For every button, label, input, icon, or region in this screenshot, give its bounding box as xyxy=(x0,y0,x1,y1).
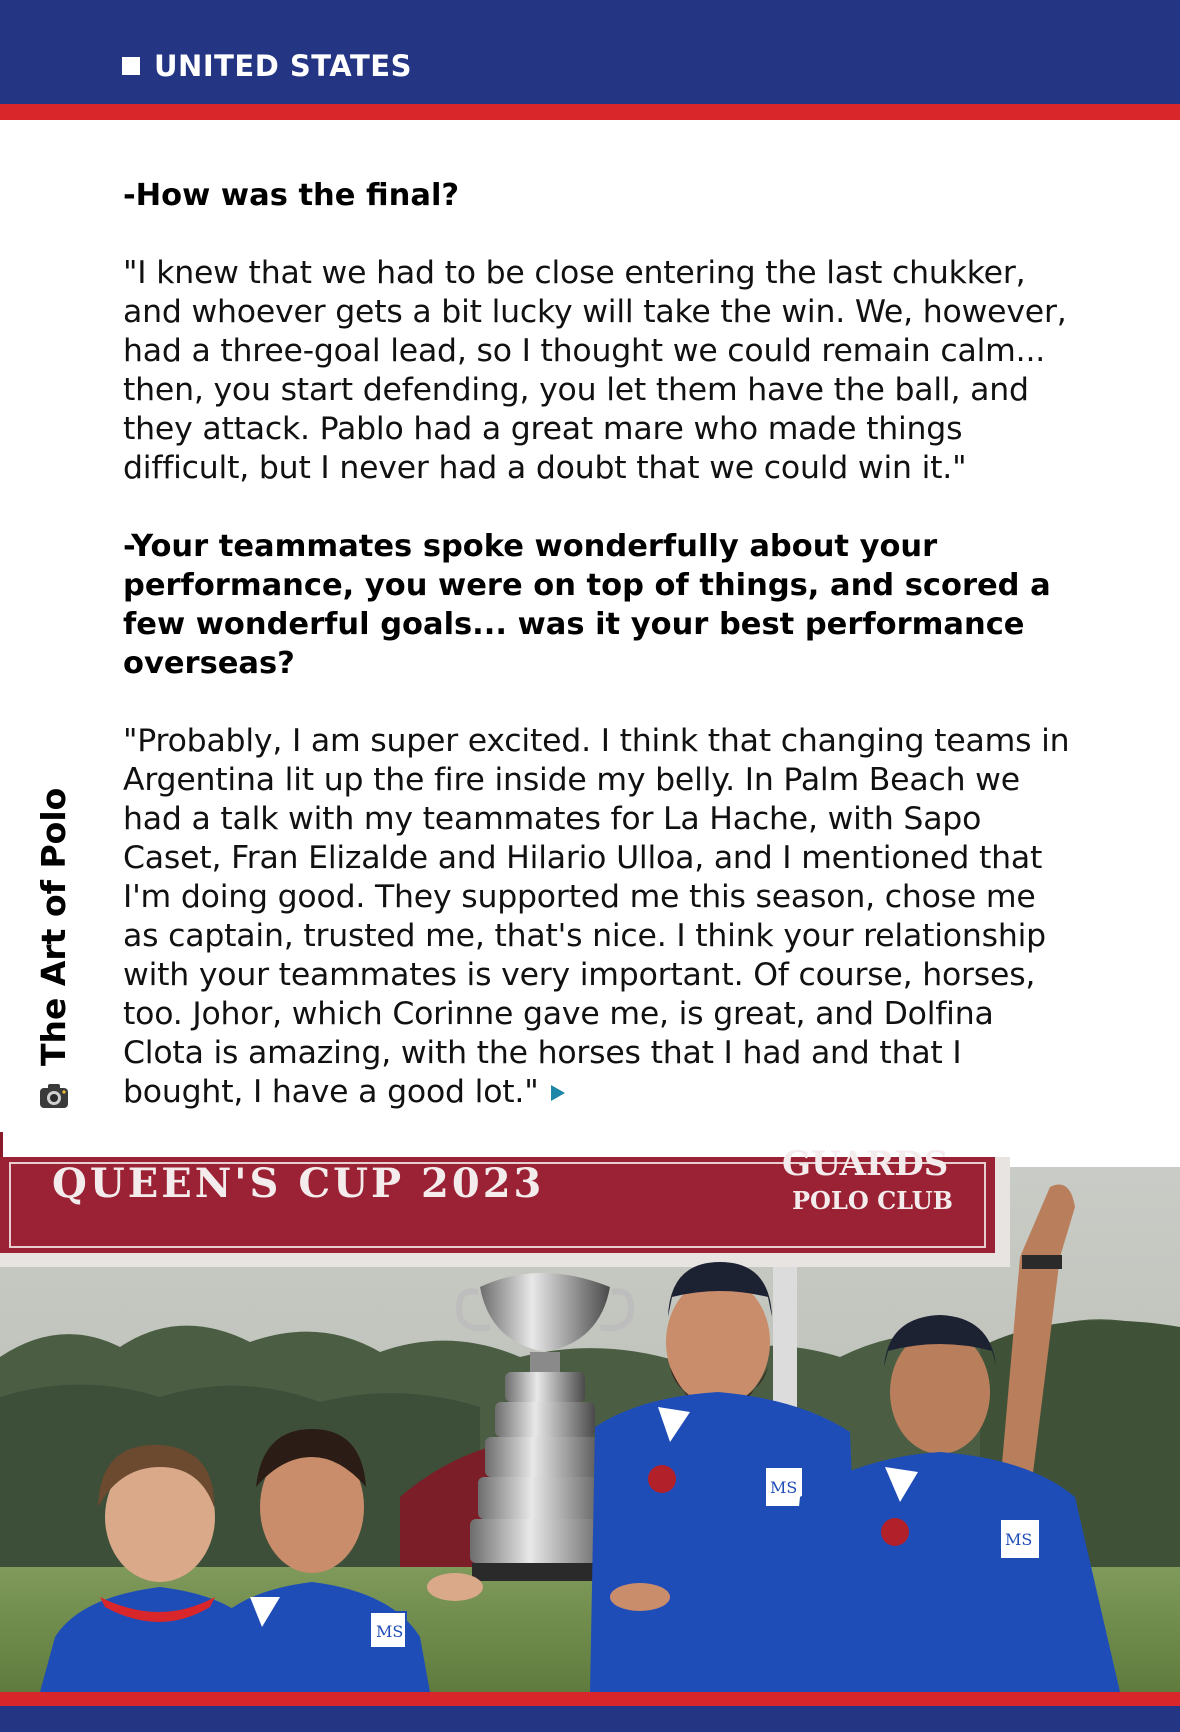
answer-1: "I knew that we had to be close entering the last chukker, and whoever gets a bit lucky will take the win. We, however, had a three-goal lead, so I thought we could remain calm... then, you start defending, you let them have the ball, and they attack. Pablo had a great mare who made things difficult, but I never had a doubt that we could win it." xyxy=(123,255,1067,486)
banner-title: QUEEN'S CUP 2023 xyxy=(52,1160,545,1207)
section-square-icon xyxy=(122,57,140,75)
footer-red-stripe xyxy=(0,1692,1180,1706)
jersey-logo-4: MS xyxy=(1005,1530,1033,1549)
end-of-article-icon xyxy=(551,1085,565,1101)
question-1: -How was the final? xyxy=(123,178,460,213)
jersey-logo-3: MS xyxy=(770,1478,798,1497)
side-brand xyxy=(34,788,73,1112)
jersey-logo-2: MS xyxy=(376,1622,404,1641)
banner-club: POLO CLUB xyxy=(792,1186,953,1215)
question-2: -Your teammates spoke wonderfully about your performance, you were on top of things, and scored a few wonderful goals... was it your best performance overseas? xyxy=(123,529,1051,681)
interview-article xyxy=(123,176,1073,1112)
header-red-stripe xyxy=(0,104,1180,120)
team-photo xyxy=(0,1144,1180,1692)
brand-label: The Art of Polo xyxy=(34,787,73,1066)
answer-2 xyxy=(123,722,1073,1112)
footer-band xyxy=(0,1706,1180,1732)
camera-icon xyxy=(37,1078,71,1112)
team-photo-illustration xyxy=(0,1144,1180,1692)
banner-club-top: GUARDS xyxy=(782,1144,949,1184)
section-label xyxy=(122,49,412,83)
answer-2-text: "Probably, I am super excited. I think that changing teams in Argentina lit up the fire inside my belly. In Palm Beach we had a talk with my teammates for La Hache, with Sapo Caset, Fran Elizalde and Hilario Ulloa, and I mentioned that I'm doing good. They supported me this season, chose me as captain, trusted me, that's nice. I think your relationship with your teammates is very important. Of course, horses, too. Johor, which Corinne gave me, is great, and Dolfina Clota is amazing, with the horses that I had and that I bought, I have a good lot." xyxy=(123,723,1070,1110)
section-title: UNITED STATES xyxy=(154,49,412,83)
